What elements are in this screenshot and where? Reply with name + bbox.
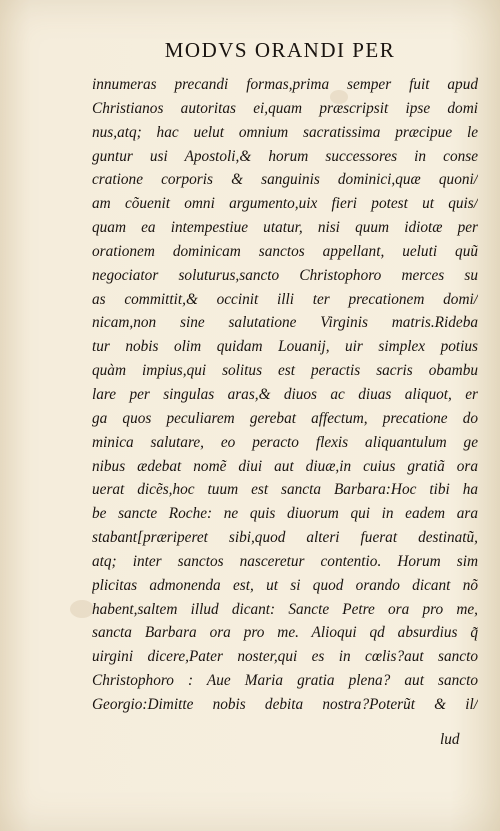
catchword: lud [440, 731, 460, 748]
text-line: cratione corporis & sanguinis dominici,quæ quoni/ [92, 171, 478, 189]
text-line: tur nobis olim quidam Louanij, uir simplex potius [92, 338, 478, 356]
text-line: quam ea intempestiue utatur, nisi quum idiotæ per [92, 219, 478, 237]
text-line: minica salutare, eo peracto flexis aliquantulum ge [92, 433, 478, 451]
text-line: quàm impius,qui solitus est peractis sacris obambu [92, 362, 478, 380]
text-line: uirgini dicere,Pater noster,qui es in cœlis?aut sancto [92, 648, 478, 666]
text-line: uerat dicẽs,hoc tuum est sancta Barbara:Hoc tibi ha [92, 481, 478, 499]
text-line: nibus ædebat nomẽ diui aut diuæ,in cuius gratiã ora [92, 457, 478, 475]
text-line: Christophoro : Aue Maria gratia plena? aut sancto [92, 672, 478, 690]
text-line: atq; inter sanctos nasceretur contentio. Horum sim [92, 552, 478, 570]
text-line: habent,saltem illud dicant: Sancte Petre ora pro me, [92, 600, 478, 618]
text-line: guntur usi Apostoli,& horum successores in conse [92, 147, 478, 165]
text-line: ga quos peculiarem gerebat affectum, precatione do [92, 409, 478, 427]
text-line: negociator soluturus,sancto Christophoro merces su [92, 266, 478, 284]
text-line: Christianos autoritas ei,quam præscripsit ipse domi [92, 99, 478, 117]
text-line: Georgio:Dimitte nobis debita nostra?Poterũt & il/ [92, 695, 478, 713]
text-line: nicam,non sine salutatione Virginis matris.Rideba [92, 314, 478, 332]
stain [70, 600, 94, 618]
text-line: am cõuenit omni argumento,uix fieri potest ut quis/ [92, 195, 478, 213]
text-line: sancta Barbara ora pro me. Alioqui qd absurdius q̃ [92, 624, 478, 642]
text-line: innumeras precandi formas,prima semper fuit apud [92, 76, 478, 93]
text-line: lare per singulas aras,& diuos ac diuas aliquot, er [92, 385, 478, 403]
text-line: be sancte Roche: ne quis diuorum qui in eadem ara [92, 505, 478, 523]
text-line: stabant[præriperet sibi,quod alteri fuerat destinatũ, [92, 529, 478, 547]
body-text [92, 73, 478, 717]
running-header: MODVS ORANDI PER [164, 38, 396, 62]
text-line: as committit,& occinit illi ter precationem domi/ [92, 290, 478, 308]
text-line: plicitas admonenda est, ut si quod orando dicant nõ [92, 576, 478, 594]
text-line: nus,atq; hac uelut omnium sacratissima præcipue le [92, 123, 478, 141]
text-line: orationem dominicam sanctos appellant, ueluti quũ [92, 242, 478, 260]
